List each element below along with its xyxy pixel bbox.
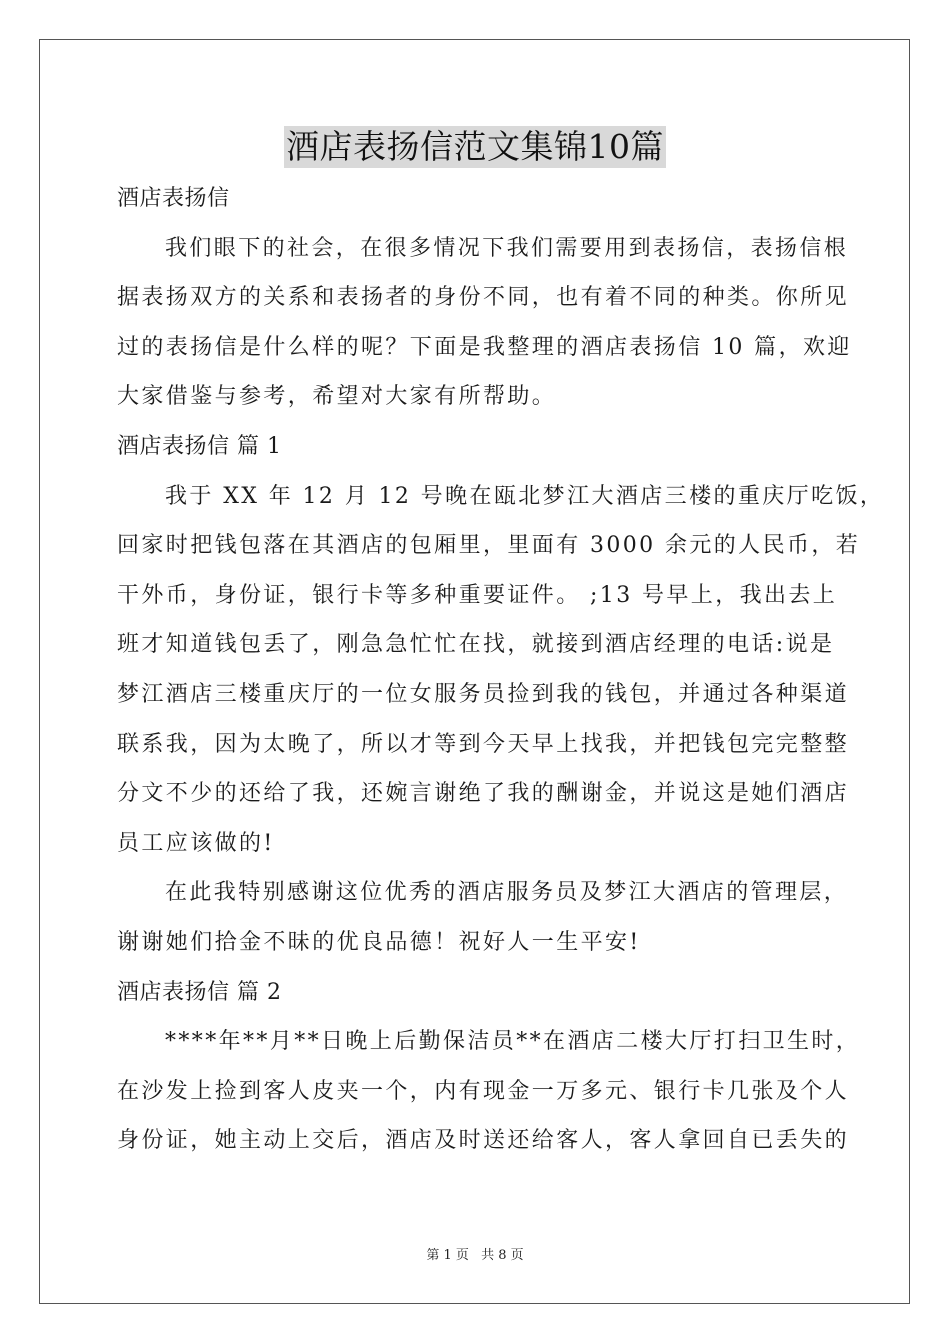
paragraph-line: 回家时把钱包落在其酒店的包厢里，里面有 3000 余元的人民币，若	[117, 533, 861, 559]
document-body	[117, 174, 885, 1166]
paragraph-line: 我们眼下的社会，在很多情况下我们需要用到表扬信，表扬信根	[165, 235, 849, 261]
page-number: 第 1 页	[426, 1248, 469, 1263]
paragraph-line: 联系我，因为太晚了，所以才等到今天早上找我，并把钱包完完整整	[117, 731, 850, 757]
section-heading: 酒店表扬信 篇 2	[117, 979, 282, 1005]
page-total: 共 8 页	[481, 1248, 524, 1263]
paragraph-line: ****年**月**日晚上后勤保洁员**在酒店二楼大厅打扫卫生时，	[165, 1029, 861, 1055]
paragraph-line: 据表扬双方的关系和表扬者的身份不同，也有着不同的种类。你所见	[117, 285, 850, 311]
section-heading: 酒店表扬信	[117, 186, 230, 211]
paragraph-line: 分文不少的还给了我，还婉言谢绝了我的酬谢金，并说这是她们酒店	[117, 781, 850, 807]
paragraph-line: 身份证，她主动上交后，酒店及时送还给客人，客人拿回自已丢失的	[117, 1128, 850, 1154]
paragraph-line: 谢谢她们拾金不昧的优良品德！祝好人一生平安!	[117, 929, 641, 955]
paragraph-line: 干外币，身份证，银行卡等多种重要证件。 ;13 号早上，我出去上	[117, 582, 838, 608]
paragraph-line: 大家借鉴与参考，希望对大家有所帮助。	[117, 384, 557, 410]
section-heading: 酒店表扬信 篇 1	[117, 433, 282, 459]
document-title: 酒店表扬信范文集锦10篇	[286, 127, 664, 166]
paragraph-line: 班才知道钱包丢了，刚急急忙忙在找，就接到酒店经理的电话:说是	[117, 632, 835, 658]
title-wrap	[0, 126, 950, 168]
paragraph-line: 员工应该做的!	[117, 830, 275, 856]
paragraph-line: 梦江酒店三楼重庆厅的一位女服务员捡到我的钱包，并通过各种渠道	[117, 681, 850, 707]
paragraph-line: 在此我特别感谢这位优秀的酒店服务员及梦江大酒店的管理层，	[165, 880, 849, 906]
paragraph-line: 过的表扬信是什么样的呢？下面是我整理的酒店表扬信 10 篇，欢迎	[117, 334, 852, 360]
page-footer	[0, 1244, 950, 1263]
paragraph-line: 在沙发上捡到客人皮夹一个，内有现金一万多元、银行卡几张及个人	[117, 1078, 850, 1104]
paragraph-line: 我于 XX 年 12 月 12 号晚在瓯北梦江大酒店三楼的重庆厅吃饭，	[165, 483, 885, 509]
